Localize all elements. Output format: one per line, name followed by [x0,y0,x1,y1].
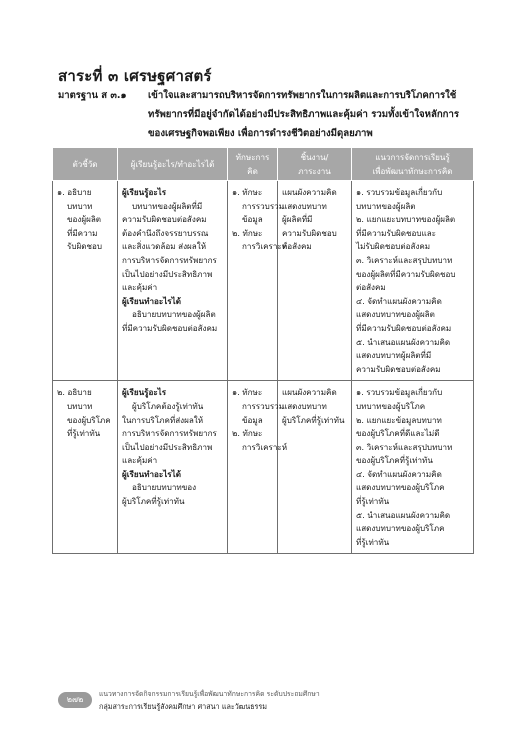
work-line: ต่อสังคม [282,241,312,252]
work-line: ผู้ผลิตที่มี [282,214,313,225]
guide-line: แสดงบทบาทของผู้บริโภค [356,482,445,493]
thinking-line: การรวบรวม [242,400,285,411]
thinking-line: การวิเคราะห์ [242,241,288,252]
indicator-line: รับผิดชอบ [67,241,102,252]
work-cell [278,381,352,554]
header-indicator: ตัวชี้วัด [53,148,118,181]
do-heading: ผู้เรียนทำอะไรได้ [122,468,181,479]
work-line: ความรับผิดชอบ [282,227,337,238]
thinking-line: ๒. ทักษะ [232,428,263,439]
guide-line: บทบาทของผู้ผลิต [356,200,416,211]
thinking-line: การวิเคราะห์ [242,441,288,452]
know-line: และคุ้มค่า [122,455,158,466]
guide-line: ต่อสังคม [356,282,386,293]
do-line: ผู้บริโภคที่รู้เท่าทัน [122,496,185,507]
learner-cell [118,381,228,554]
know-heading: ผู้เรียนรู้อะไร [122,387,167,398]
indicator-line: ที่มีความ [67,227,98,238]
work-line: แผนผังความคิด [282,387,337,398]
know-line: ในการบริโภคที่ส่งผลให้ [122,414,204,425]
indicator-line: บทบาท [67,200,93,211]
know-line: การบริหารจัดการทรัพยากร [122,254,217,265]
standard-line: ของเศรษฐกิจพอเพียง เพื่อการดำรงชีวิตอย่างมีดุลยภาพ [148,128,373,139]
guide-line: บทบาทของผู้บริโภค [356,400,426,411]
work-cell [278,181,352,381]
indicator-line: ที่รู้เท่าทัน [67,428,101,439]
thinking-line: การรวบรวม [242,200,285,211]
do-line: ที่มีความรับผิดชอบต่อสังคม [122,322,218,333]
guide-line: ที่รู้เท่าทัน [356,496,390,507]
indicator-cell [53,181,118,381]
thinking-line: ๑. ทักษะ [232,187,263,197]
thinking-skill-cell [228,181,288,381]
table-row [53,181,474,381]
know-line: ความรับผิดชอบต่อสังคม [122,214,207,225]
guide-line: ๓. วิเคราะห์และสรุปบทบาท [356,441,453,452]
know-line: เป็นไปอย่างมีประสิทธิภาพ [122,268,213,279]
learner-cell [118,181,228,381]
guide-line: ของผู้ผลิตที่มีความรับผิดชอบ [356,268,456,279]
indicator-cell [53,381,118,554]
know-line: เป็นไปอย่างมีประสิทธิภาพ [122,441,213,452]
table-row [53,381,474,554]
header-work [278,148,352,181]
guide-line: ไม่รับผิดชอบต่อสังคม [356,241,431,252]
indicator-line: ของผู้ผลิต [67,214,102,225]
indicator-line: บทบาท [67,400,93,411]
table-header-row [53,148,474,181]
standard-description [148,86,478,143]
do-line: อธิบายบทบาทของ [132,482,197,493]
work-line: ผู้บริโภคที่รู้เท่าทัน [282,414,345,425]
thinking-line: ข้อมูล [242,214,263,225]
header-guide-line: เพื่อพัฒนาทักษะการคิด [372,166,453,176]
standard-line: เข้าใจและสามารถบริหารจัดการทรัพยากรในการผลิตและการบริโภคการใช้ [148,90,457,101]
header-learner: ผู้เรียนรู้อะไร/ทำอะไรได้ [118,148,228,181]
work-line: แผนผังความคิด [282,187,337,197]
guide-line: ๓. วิเคราะห์และสรุปบทบาท [356,254,453,265]
do-heading: ผู้เรียนทำอะไรได้ [122,295,181,306]
guide-line: ของผู้บริโภคที่รู้เท่าทัน [356,455,433,466]
header-work-line: ภาระงาน [298,166,331,176]
standard-line: ทรัพยากรที่มีอยู่จำกัดได้อย่างมีประสิทธิภาพและคุ้มค่า รวมทั้งเข้าใจหลักการ [148,109,460,120]
know-line: ต้องคำนึงถึงจรรยาบรรณ [122,227,209,238]
work-line: แสดงบทบาท [282,200,327,211]
header-work-line: ชิ้นงาน/ [300,152,329,162]
know-line: และคุ้มค่า [122,282,158,293]
know-line: และสิ่งแวดล้อม ส่งผลให้ [122,241,207,252]
guide-line: ๑. รวบรวมข้อมูลเกี่ยวกับ [356,387,443,398]
thinking-skill-cell [228,381,288,554]
guide-line: ที่รู้เท่าทัน [356,536,390,547]
guide-line: ๑. รวบรวมข้อมูลเกี่ยวกับ [356,187,443,197]
indicator-line: ๒. อธิบาย [57,387,92,398]
guide-line: ๕. นำเสนอแผนผังความคิด [356,509,451,520]
guide-line: ๒. แยกแยะบทบาทของผู้ผลิต [356,214,456,225]
guide-line: ๔. จัดทำแผนผังความคิด [356,468,442,479]
guide-line: แสดงบทบาทผู้ผลิตที่มี [356,350,432,361]
guide-line: ที่มีความรับผิดชอบต่อสังคม [356,322,452,333]
work-line: แสดงบทบาท [282,400,327,411]
indicator-line: ของผู้บริโภค [67,414,111,425]
strand-title: สาระที่ ๓ เศรษฐศาสตร์ [58,67,212,85]
know-heading: ผู้เรียนรู้อะไร [122,187,167,197]
footer-book-title: แนวทางการจัดกิจกรรมการเรียนรู้เพื่อพัฒนาทักษะการคิด ระดับประถมศึกษา [99,690,320,698]
guide-line: แสดงบทบาทของผู้บริโภค [356,523,445,534]
thinking-line: ๑. ทักษะ [232,387,263,398]
guide-line: ๔. จัดทำแผนผังความคิด [356,295,442,306]
indicator-table [52,147,474,554]
guide-line: ๕. นำเสนอแผนผังความคิด [356,336,451,347]
page-number-badge: ๒๗๒ [58,692,92,708]
header-guide-line: แนวการจัดการเรียนรู้ [375,152,450,162]
guide-line: ที่มีความรับผิดชอบและ [356,227,437,238]
indicator-line: ๑. อธิบาย [57,187,92,197]
guide-cell [352,381,474,554]
thinking-line: ข้อมูล [242,414,263,425]
guide-line: แสดงบทบาทของผู้ผลิต [356,309,435,320]
header-thinking-skill: ทักษะการคิด [228,148,278,181]
guide-line: ๒. แยกแยะข้อมูลบทบาท [356,414,442,425]
know-line: การบริหารจัดการทรัพยากร [122,428,217,439]
do-line: อธิบายบทบาทของผู้ผลิต [132,309,216,320]
header-guide [352,148,474,181]
guide-line: ความรับผิดชอบต่อสังคม [356,363,441,374]
thinking-line: ๒. ทักษะ [232,227,263,238]
know-line: บทบาทของผู้ผลิตที่มี [132,200,203,211]
standard-label: มาตรฐาน ส ๓.๑ [58,90,127,101]
footer-subject-group: กลุ่มสาระการเรียนรู้สังคมศึกษา ศาสนา และวัฒนธรรม [99,702,268,711]
know-line: ผู้บริโภคต้องรู้เท่าทัน [132,400,204,411]
guide-line: ของผู้บริโภคที่ดีและไม่ดี [356,428,440,439]
guide-cell [352,181,474,381]
